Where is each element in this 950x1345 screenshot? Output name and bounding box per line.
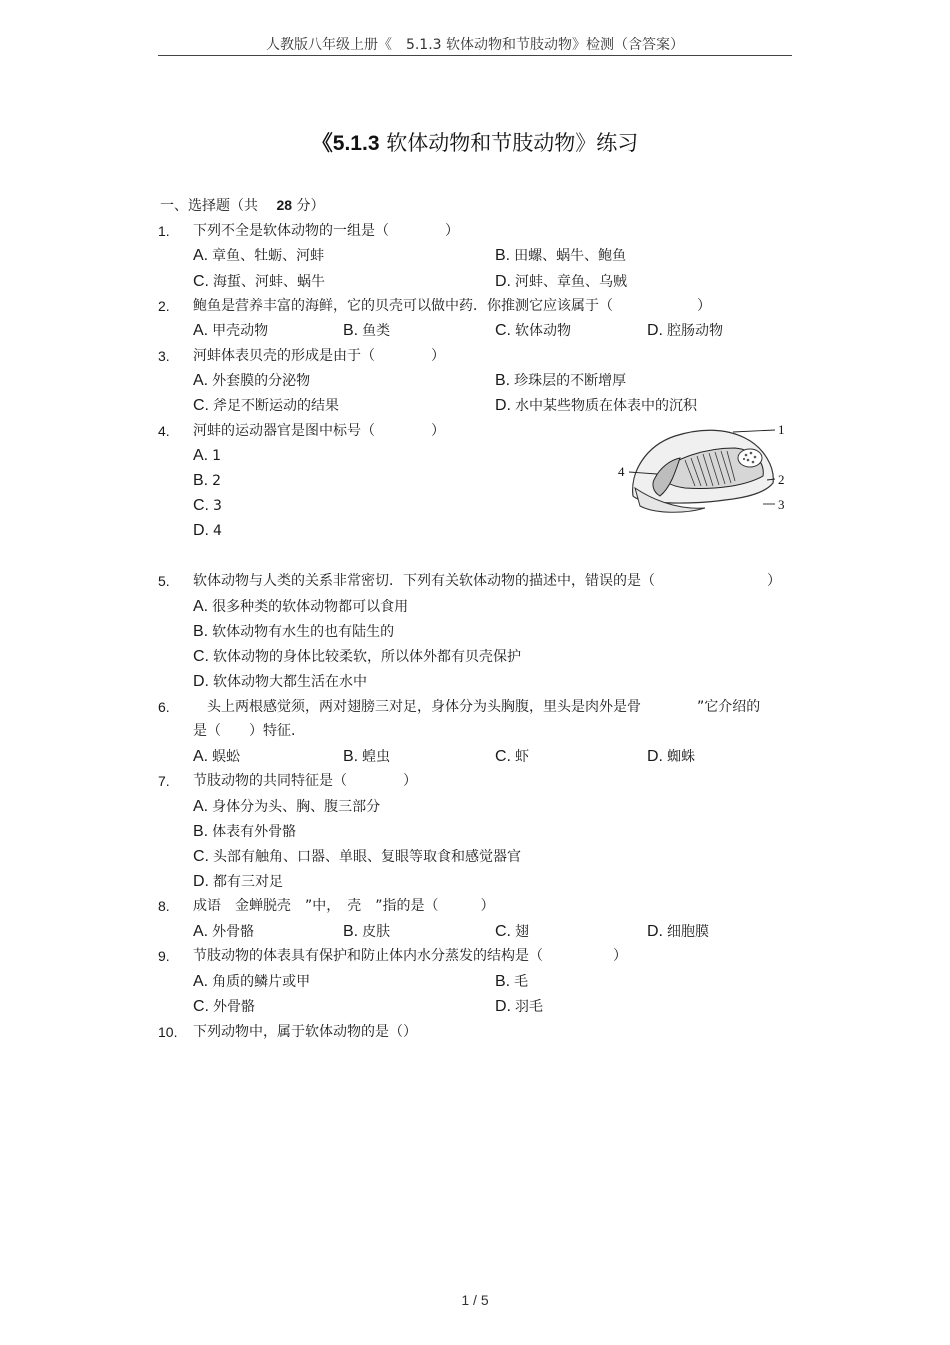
question-text: 鲍鱼是营养丰富的海鲜，它的贝壳可以做中药．你推测它应该属于（ ） <box>193 298 711 314</box>
question-number: 2. <box>158 298 170 314</box>
option-5d: D. 软体动物大都生活在水中 <box>193 673 367 690</box>
page-number: 1 / 5 <box>461 1292 489 1308</box>
option-1c: C. 海蜇、河蚌、蜗牛 <box>193 273 325 290</box>
section-prefix: 一、选择题（共 <box>160 198 258 214</box>
section-points: 28 <box>276 197 293 213</box>
option-3b: B. 珍珠层的不断增厚 <box>495 372 627 389</box>
section-heading <box>160 195 324 215</box>
option-3a: A. 外套膜的分泌物 <box>193 372 311 389</box>
option-8a: A. 外骨骼 <box>193 923 255 940</box>
option-3c: C. 斧足不断运动的结果 <box>193 397 339 414</box>
option-8b: B. 皮肤 <box>343 923 391 940</box>
option-6d: D. 蜘蛛 <box>647 748 695 765</box>
question-text: 软体动物与人类的关系非常密切．下列有关软体动物的描述中，错误的是（ ） <box>193 573 781 589</box>
option-8d: D. 细胞膜 <box>647 923 709 940</box>
option-5b: B. 软体动物有水生的也有陆生的 <box>193 623 395 640</box>
option-4d: D. 4 <box>193 522 222 539</box>
question-text: 下列动物中，属于软体动物的是（） <box>193 1024 417 1040</box>
title-text: 软体动物和节肢动物》练习 <box>379 131 639 155</box>
title-number: 《5.1.3 <box>311 132 380 155</box>
question-text: 河蚌的运动器官是图中标号（ ） <box>193 423 445 439</box>
question-number: 1. <box>158 223 170 239</box>
figure-label-1: 1 <box>778 422 785 437</box>
question-text: 节肢动物的共同特征是（ ） <box>193 773 417 789</box>
option-5c: C. 软体动物的身体比较柔软，所以体外都有贝壳保护 <box>193 648 521 665</box>
option-7d: D. 都有三对足 <box>193 873 283 890</box>
figure-label-2: 2 <box>778 472 785 487</box>
section-suffix: 分） <box>296 198 325 214</box>
question-text: 成语 金蝉脱壳 ”中， 壳 ”指的是（ ） <box>193 898 495 914</box>
option-2b: B. 鱼类 <box>343 322 391 339</box>
question-text: 河蚌体表贝壳的形成是由于（ ） <box>193 348 445 364</box>
option-6b: B. 蝗虫 <box>343 748 391 765</box>
option-1b: B. 田螺、蜗牛、鲍鱼 <box>495 247 627 264</box>
question-number: 7. <box>158 773 170 789</box>
clam-anatomy-figure <box>615 418 795 516</box>
question-number: 6. <box>158 699 170 715</box>
option-2d: D. 腔肠动物 <box>647 322 723 339</box>
option-7b: B. 体表有外骨骼 <box>193 823 297 840</box>
question-number: 3. <box>158 348 170 364</box>
question-number: 4. <box>158 423 170 439</box>
option-9d: D. 羽毛 <box>495 998 543 1015</box>
option-4a: A. 1 <box>193 447 222 464</box>
question-6-continuation: 是（ ）特征. <box>193 723 296 739</box>
question-number: 5. <box>158 573 170 589</box>
option-2c: C. 软体动物 <box>495 322 571 339</box>
option-7c: C. 头部有触角、口器、单眼、复眼等取食和感觉器官 <box>193 848 521 865</box>
page-header: 人教版八年级上册《 5.1.3 软体动物和节肢动物》检测（含答案） <box>265 37 685 53</box>
question-number: 9. <box>158 948 170 964</box>
option-4c: C. 3 <box>193 497 222 514</box>
option-5a: A. 很多种类的软体动物都可以食用 <box>193 598 409 615</box>
option-9b: B. 毛 <box>495 973 529 990</box>
figure-label-3: 3 <box>778 497 785 512</box>
question-number: 10. <box>158 1024 178 1040</box>
question-number: 8. <box>158 898 170 914</box>
page-title <box>0 127 950 157</box>
question-text: 节肢动物的体表具有保护和防止体内水分蒸发的结构是（ ） <box>193 948 627 964</box>
option-8c: C. 翅 <box>495 923 529 940</box>
option-7a: A. 身体分为头、胸、腹三部分 <box>193 798 381 815</box>
option-4b: B. 2 <box>193 472 222 489</box>
option-1d: D. 河蚌、章鱼、乌贼 <box>495 273 627 290</box>
option-9c: C. 外骨骼 <box>193 998 255 1015</box>
option-1a: A. 章鱼、牡蛎、河蚌 <box>193 247 325 264</box>
option-6c: C. 虾 <box>495 748 529 765</box>
option-2a: A. 甲壳动物 <box>193 322 269 339</box>
figure-label-4: 4 <box>618 464 625 479</box>
option-6a: A. 蜈蚣 <box>193 748 241 765</box>
question-text: 下列不全是软体动物的一组是（ ） <box>193 223 459 239</box>
header-divider <box>158 55 792 56</box>
option-9a: A. 角质的鳞片或甲 <box>193 973 311 990</box>
option-3d: D. 水中某些物质在体表中的沉积 <box>495 397 697 414</box>
question-text: 头上两根感觉须，两对翅膀三对足，身体分为头胸腹，里头是肉外是骨 ”它介绍的 <box>193 699 761 715</box>
